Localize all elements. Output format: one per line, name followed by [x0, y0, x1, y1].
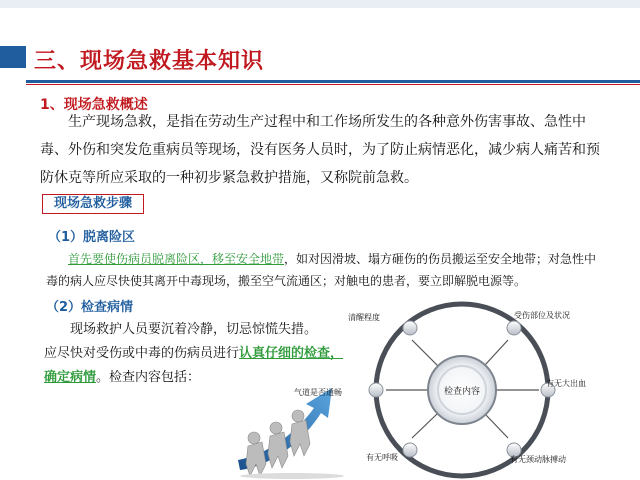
center-label: 检查内容	[443, 387, 481, 397]
top-decor-bar	[0, 0, 640, 8]
label-airway: 气道是否通畅	[294, 388, 342, 397]
step1-highlight: 首先要使伤病员脱离险区，移至安全地带	[68, 252, 285, 266]
label-bleeding: 有无大出血	[546, 379, 586, 388]
node-airway	[369, 383, 383, 397]
label-injury-site: 受伤部位及状况	[514, 311, 570, 320]
step1-heading: （1）脱离险区	[48, 230, 136, 245]
step2-line2-pre: 应尽快对受伤或中毒的伤病员进行	[44, 346, 240, 361]
title-accent-block	[0, 46, 26, 68]
title-rule-blue	[26, 80, 640, 83]
label-consciousness: 清醒程度	[348, 313, 380, 322]
step2-line1: 现场救护人员要沉着冷静，切忌惊慌失措。	[70, 322, 318, 337]
node-injury-site	[507, 321, 521, 335]
title-bar	[0, 8, 640, 80]
step2-highlight: 认真仔细的检查，确定病情	[44, 346, 344, 385]
steps-label-box: 现场急救步骤	[42, 194, 144, 214]
node-breathing	[403, 443, 417, 457]
step1-rest: ，如对因滑坡、塌方砸伤的伤员搬运至安全地带；对急性中毒的病人应尽快使其离开中毒现场，搬至空气流通区；对触电的患者，要立即解脱电源等。	[46, 252, 597, 288]
label-breathing: 有无呼吸	[366, 453, 398, 462]
check-content-diagram	[284, 290, 640, 480]
step2-line2-post: 。检查内容包括：	[96, 370, 201, 385]
step1-paragraph	[46, 248, 606, 292]
node-consciousness	[403, 321, 417, 335]
section1-paragraph: 生产现场急救，是指在劳动生产过程中和工作场所发生的各种意外伤害事故、急性中毒、外伤和突发危重病员等现场，没有医务人员时，为了防止病情恶化，减少病人痛苦和预防休克等所应采取的一种初步紧急救护措施，又称院前急救。	[40, 114, 600, 186]
title-rule-red	[26, 84, 640, 85]
page-title: 三、现场急救基本知识	[34, 49, 265, 74]
section1-heading: 1、现场急救概述	[40, 97, 148, 113]
step2-heading: （2）检查病情	[46, 300, 134, 315]
label-pulse: 有无颈动脉搏动	[510, 455, 566, 464]
